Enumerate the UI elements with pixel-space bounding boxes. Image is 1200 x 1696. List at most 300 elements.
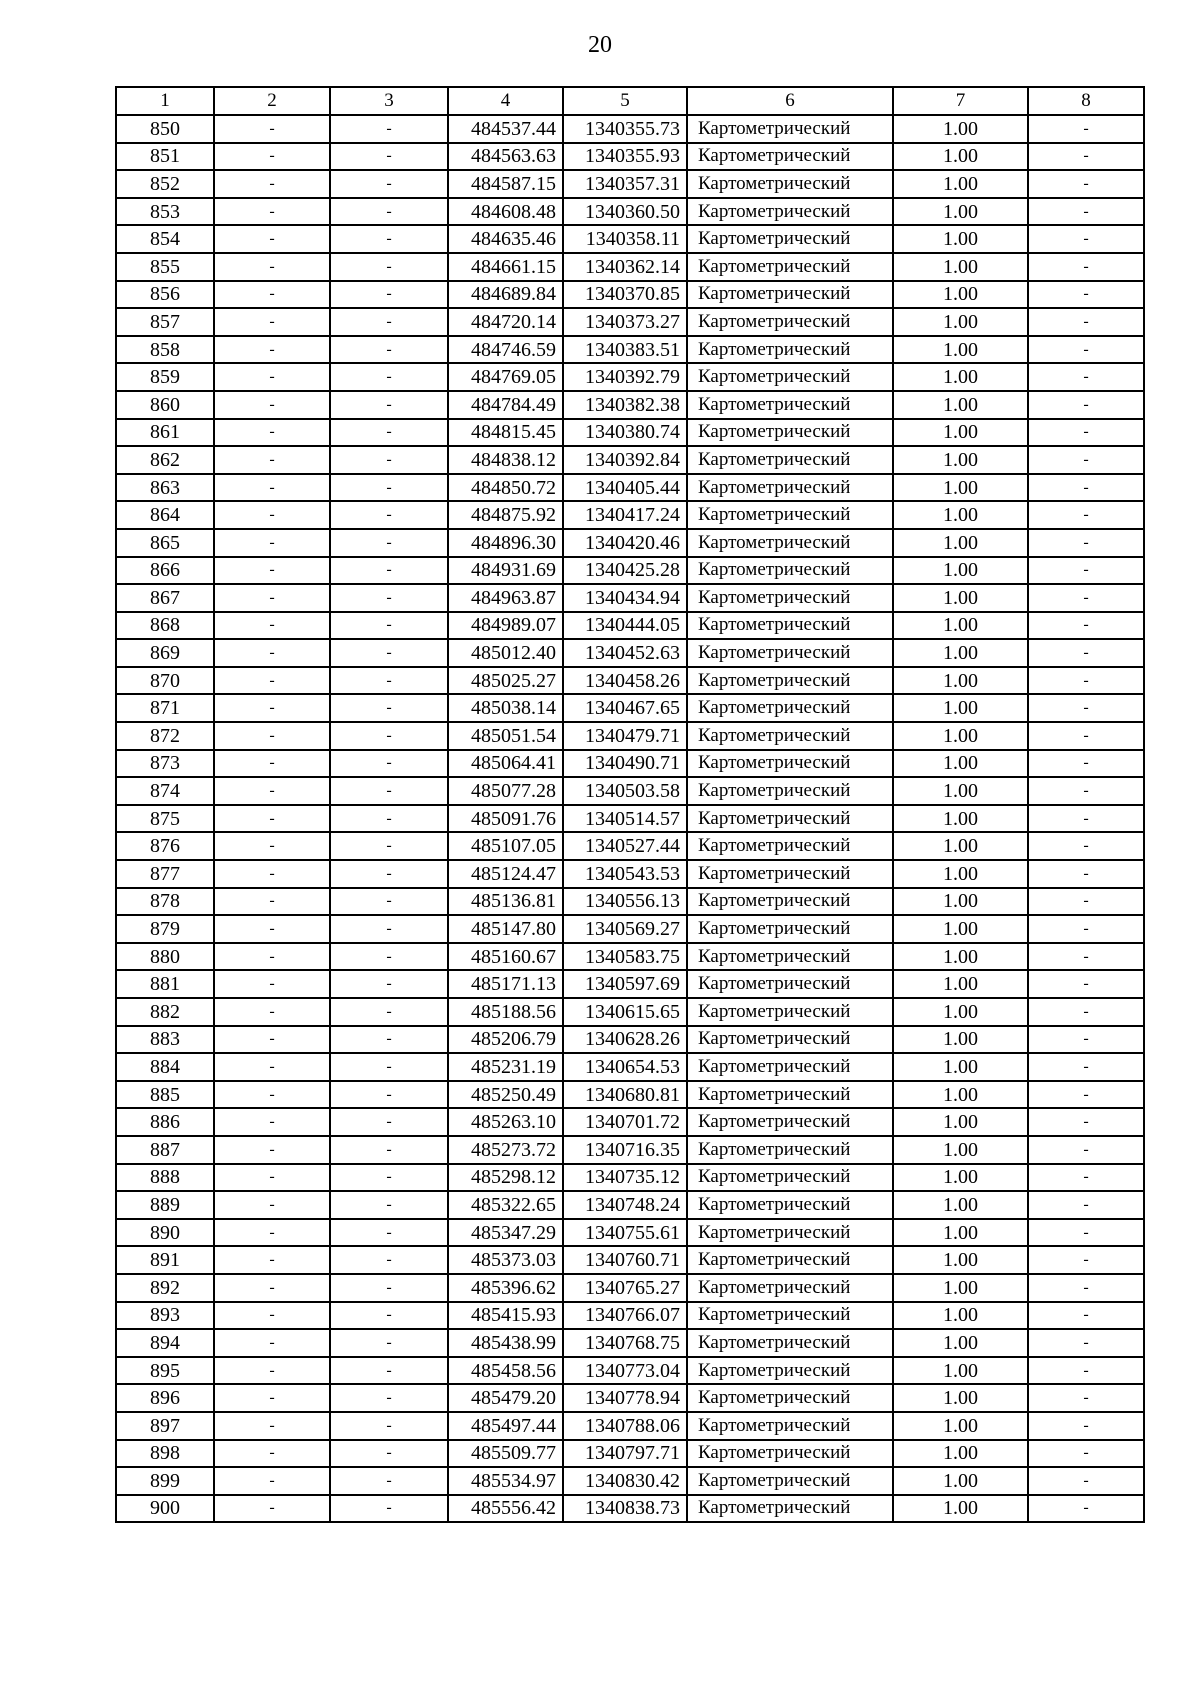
dash-cell: -	[1028, 915, 1144, 943]
x-coordinate-cell: 485038.14	[448, 694, 563, 722]
y-coordinate-cell: 1340434.94	[563, 584, 687, 612]
point-number-cell: 883	[116, 1026, 214, 1054]
dash-cell: -	[214, 336, 330, 364]
accuracy-cell: 1.00	[893, 1495, 1028, 1523]
x-coordinate-cell: 484896.30	[448, 529, 563, 557]
accuracy-cell: 1.00	[893, 639, 1028, 667]
table-row	[116, 998, 1144, 1026]
table-row	[116, 1274, 1144, 1302]
point-number-cell: 874	[116, 777, 214, 805]
dash-cell: -	[330, 1219, 448, 1247]
point-number-cell: 894	[116, 1329, 214, 1357]
method-cell: Картометрический	[687, 860, 893, 888]
method-cell: Картометрический	[687, 143, 893, 171]
y-coordinate-cell: 1340760.71	[563, 1246, 687, 1274]
x-coordinate-cell: 484931.69	[448, 557, 563, 585]
table-row	[116, 777, 1144, 805]
x-coordinate-cell: 484587.15	[448, 170, 563, 198]
point-number-cell: 878	[116, 888, 214, 916]
table-row	[116, 391, 1144, 419]
point-number-cell: 850	[116, 115, 214, 143]
y-coordinate-cell: 1340766.07	[563, 1302, 687, 1330]
y-coordinate-cell: 1340382.38	[563, 391, 687, 419]
dash-cell: -	[1028, 694, 1144, 722]
dash-cell: -	[330, 832, 448, 860]
x-coordinate-cell: 484635.46	[448, 225, 563, 253]
dash-cell: -	[1028, 1302, 1144, 1330]
table-row	[116, 170, 1144, 198]
accuracy-cell: 1.00	[893, 170, 1028, 198]
method-cell: Картометрический	[687, 1191, 893, 1219]
dash-cell: -	[214, 1053, 330, 1081]
y-coordinate-cell: 1340383.51	[563, 336, 687, 364]
page-number: 20	[588, 32, 612, 58]
point-number-cell: 856	[116, 281, 214, 309]
dash-cell: -	[1028, 115, 1144, 143]
dash-cell: -	[330, 612, 448, 640]
point-number-cell: 892	[116, 1274, 214, 1302]
x-coordinate-cell: 485497.44	[448, 1412, 563, 1440]
y-coordinate-cell: 1340405.44	[563, 474, 687, 502]
accuracy-cell: 1.00	[893, 281, 1028, 309]
table-row	[116, 1053, 1144, 1081]
method-cell: Картометрический	[687, 501, 893, 529]
x-coordinate-cell: 485077.28	[448, 777, 563, 805]
point-number-cell: 853	[116, 198, 214, 226]
dash-cell: -	[214, 1108, 330, 1136]
x-coordinate-cell: 485458.56	[448, 1357, 563, 1385]
y-coordinate-cell: 1340355.73	[563, 115, 687, 143]
method-cell: Картометрический	[687, 1053, 893, 1081]
x-coordinate-cell: 484746.59	[448, 336, 563, 364]
dash-cell: -	[1028, 1136, 1144, 1164]
dash-cell: -	[214, 1467, 330, 1495]
point-number-cell: 889	[116, 1191, 214, 1219]
method-cell: Картометрический	[687, 1274, 893, 1302]
accuracy-cell: 1.00	[893, 694, 1028, 722]
table-row	[116, 1026, 1144, 1054]
point-number-cell: 895	[116, 1357, 214, 1385]
dash-cell: -	[330, 722, 448, 750]
method-cell: Картометрический	[687, 943, 893, 971]
dash-cell: -	[214, 529, 330, 557]
dash-cell: -	[214, 1357, 330, 1385]
dash-cell: -	[330, 943, 448, 971]
dash-cell: -	[330, 336, 448, 364]
dash-cell: -	[214, 943, 330, 971]
dash-cell: -	[1028, 1108, 1144, 1136]
header-cell: 4	[448, 87, 563, 115]
x-coordinate-cell: 485025.27	[448, 667, 563, 695]
dash-cell: -	[1028, 1412, 1144, 1440]
point-number-cell: 879	[116, 915, 214, 943]
accuracy-cell: 1.00	[893, 1412, 1028, 1440]
point-number-cell: 861	[116, 419, 214, 447]
point-number-cell: 876	[116, 832, 214, 860]
accuracy-cell: 1.00	[893, 529, 1028, 557]
table-row	[116, 1164, 1144, 1192]
method-cell: Картометрический	[687, 832, 893, 860]
table-row	[116, 584, 1144, 612]
table-body	[116, 87, 1144, 1522]
point-number-cell: 899	[116, 1467, 214, 1495]
point-number-cell: 877	[116, 860, 214, 888]
y-coordinate-cell: 1340628.26	[563, 1026, 687, 1054]
method-cell: Картометрический	[687, 474, 893, 502]
table-row	[116, 970, 1144, 998]
y-coordinate-cell: 1340392.84	[563, 446, 687, 474]
method-cell: Картометрический	[687, 308, 893, 336]
table-row	[116, 308, 1144, 336]
accuracy-cell: 1.00	[893, 391, 1028, 419]
method-cell: Картометрический	[687, 1329, 893, 1357]
point-number-cell: 851	[116, 143, 214, 171]
method-cell: Картометрический	[687, 694, 893, 722]
dash-cell: -	[330, 777, 448, 805]
dash-cell: -	[1028, 170, 1144, 198]
point-number-cell: 855	[116, 253, 214, 281]
dash-cell: -	[330, 1191, 448, 1219]
dash-cell: -	[214, 750, 330, 778]
dash-cell: -	[330, 970, 448, 998]
point-number-cell: 857	[116, 308, 214, 336]
y-coordinate-cell: 1340788.06	[563, 1412, 687, 1440]
table-row	[116, 888, 1144, 916]
dash-cell: -	[214, 970, 330, 998]
x-coordinate-cell: 485396.62	[448, 1274, 563, 1302]
table-row	[116, 115, 1144, 143]
table-row	[116, 639, 1144, 667]
x-coordinate-cell: 485273.72	[448, 1136, 563, 1164]
dash-cell: -	[214, 998, 330, 1026]
dash-cell: -	[330, 1026, 448, 1054]
dash-cell: -	[214, 612, 330, 640]
x-coordinate-cell: 485298.12	[448, 1164, 563, 1192]
y-coordinate-cell: 1340452.63	[563, 639, 687, 667]
table-row	[116, 1302, 1144, 1330]
accuracy-cell: 1.00	[893, 1164, 1028, 1192]
x-coordinate-cell: 484769.05	[448, 363, 563, 391]
x-coordinate-cell: 484784.49	[448, 391, 563, 419]
x-coordinate-cell: 484537.44	[448, 115, 563, 143]
dash-cell: -	[1028, 501, 1144, 529]
y-coordinate-cell: 1340458.26	[563, 667, 687, 695]
accuracy-cell: 1.00	[893, 1026, 1028, 1054]
dash-cell: -	[330, 474, 448, 502]
accuracy-cell: 1.00	[893, 1081, 1028, 1109]
table-row	[116, 225, 1144, 253]
y-coordinate-cell: 1340735.12	[563, 1164, 687, 1192]
dash-cell: -	[214, 419, 330, 447]
method-cell: Картометрический	[687, 750, 893, 778]
point-number-cell: 862	[116, 446, 214, 474]
accuracy-cell: 1.00	[893, 446, 1028, 474]
dash-cell: -	[214, 1274, 330, 1302]
dash-cell: -	[1028, 888, 1144, 916]
x-coordinate-cell: 484875.92	[448, 501, 563, 529]
dash-cell: -	[214, 1302, 330, 1330]
method-cell: Картометрический	[687, 805, 893, 833]
method-cell: Картометрический	[687, 363, 893, 391]
dash-cell: -	[1028, 722, 1144, 750]
accuracy-cell: 1.00	[893, 612, 1028, 640]
point-number-cell: 880	[116, 943, 214, 971]
x-coordinate-cell: 485188.56	[448, 998, 563, 1026]
accuracy-cell: 1.00	[893, 1440, 1028, 1468]
accuracy-cell: 1.00	[893, 1053, 1028, 1081]
method-cell: Картометрический	[687, 667, 893, 695]
method-cell: Картометрический	[687, 336, 893, 364]
dash-cell: -	[214, 722, 330, 750]
table-row	[116, 281, 1144, 309]
x-coordinate-cell: 484838.12	[448, 446, 563, 474]
dash-cell: -	[214, 805, 330, 833]
point-number-cell: 854	[116, 225, 214, 253]
table-row	[116, 419, 1144, 447]
x-coordinate-cell: 485479.20	[448, 1384, 563, 1412]
dash-cell: -	[214, 1164, 330, 1192]
method-cell: Картометрический	[687, 529, 893, 557]
x-coordinate-cell: 484815.45	[448, 419, 563, 447]
y-coordinate-cell: 1340527.44	[563, 832, 687, 860]
x-coordinate-cell: 485051.54	[448, 722, 563, 750]
table-row	[116, 529, 1144, 557]
dash-cell: -	[214, 115, 330, 143]
dash-cell: -	[1028, 1191, 1144, 1219]
accuracy-cell: 1.00	[893, 860, 1028, 888]
accuracy-cell: 1.00	[893, 1246, 1028, 1274]
method-cell: Картометрический	[687, 639, 893, 667]
point-number-cell: 872	[116, 722, 214, 750]
dash-cell: -	[330, 225, 448, 253]
point-number-cell: 897	[116, 1412, 214, 1440]
x-coordinate-cell: 484989.07	[448, 612, 563, 640]
accuracy-cell: 1.00	[893, 1108, 1028, 1136]
accuracy-cell: 1.00	[893, 943, 1028, 971]
dash-cell: -	[1028, 1467, 1144, 1495]
dash-cell: -	[330, 805, 448, 833]
y-coordinate-cell: 1340716.35	[563, 1136, 687, 1164]
accuracy-cell: 1.00	[893, 1357, 1028, 1385]
method-cell: Картометрический	[687, 253, 893, 281]
dash-cell: -	[1028, 1219, 1144, 1247]
table-row	[116, 722, 1144, 750]
x-coordinate-cell: 484850.72	[448, 474, 563, 502]
x-coordinate-cell: 485263.10	[448, 1108, 563, 1136]
table-row	[116, 1384, 1144, 1412]
x-coordinate-cell: 485171.13	[448, 970, 563, 998]
point-number-cell: 888	[116, 1164, 214, 1192]
table-row	[116, 1191, 1144, 1219]
dash-cell: -	[214, 1219, 330, 1247]
y-coordinate-cell: 1340490.71	[563, 750, 687, 778]
x-coordinate-cell: 485250.49	[448, 1081, 563, 1109]
dash-cell: -	[214, 1136, 330, 1164]
dash-cell: -	[214, 1081, 330, 1109]
dash-cell: -	[330, 446, 448, 474]
table-row	[116, 501, 1144, 529]
table-row	[116, 1081, 1144, 1109]
y-coordinate-cell: 1340773.04	[563, 1357, 687, 1385]
x-coordinate-cell: 485438.99	[448, 1329, 563, 1357]
point-number-cell: 865	[116, 529, 214, 557]
dash-cell: -	[1028, 1440, 1144, 1468]
point-number-cell: 875	[116, 805, 214, 833]
y-coordinate-cell: 1340358.11	[563, 225, 687, 253]
dash-cell: -	[214, 832, 330, 860]
accuracy-cell: 1.00	[893, 915, 1028, 943]
dash-cell: -	[214, 694, 330, 722]
table-row	[116, 832, 1144, 860]
dash-cell: -	[330, 1412, 448, 1440]
dash-cell: -	[214, 777, 330, 805]
table-row	[116, 860, 1144, 888]
dash-cell: -	[1028, 832, 1144, 860]
method-cell: Картометрический	[687, 1219, 893, 1247]
dash-cell: -	[1028, 584, 1144, 612]
point-number-cell: 867	[116, 584, 214, 612]
y-coordinate-cell: 1340392.79	[563, 363, 687, 391]
dash-cell: -	[214, 1384, 330, 1412]
point-number-cell: 886	[116, 1108, 214, 1136]
x-coordinate-cell: 485107.05	[448, 832, 563, 860]
x-coordinate-cell: 485534.97	[448, 1467, 563, 1495]
point-number-cell: 890	[116, 1219, 214, 1247]
dash-cell: -	[330, 557, 448, 585]
point-number-cell: 887	[116, 1136, 214, 1164]
accuracy-cell: 1.00	[893, 308, 1028, 336]
table-row	[116, 915, 1144, 943]
accuracy-cell: 1.00	[893, 998, 1028, 1026]
dash-cell: -	[330, 253, 448, 281]
dash-cell: -	[214, 474, 330, 502]
x-coordinate-cell: 484661.15	[448, 253, 563, 281]
dash-cell: -	[1028, 750, 1144, 778]
accuracy-cell: 1.00	[893, 888, 1028, 916]
dash-cell: -	[330, 1495, 448, 1523]
point-number-cell: 885	[116, 1081, 214, 1109]
dash-cell: -	[1028, 391, 1144, 419]
dash-cell: -	[1028, 639, 1144, 667]
x-coordinate-cell: 484689.84	[448, 281, 563, 309]
point-number-cell: 881	[116, 970, 214, 998]
accuracy-cell: 1.00	[893, 198, 1028, 226]
method-cell: Картометрический	[687, 1440, 893, 1468]
dash-cell: -	[1028, 446, 1144, 474]
method-cell: Картометрический	[687, 1108, 893, 1136]
method-cell: Картометрический	[687, 970, 893, 998]
dash-cell: -	[214, 363, 330, 391]
table-row	[116, 474, 1144, 502]
y-coordinate-cell: 1340597.69	[563, 970, 687, 998]
accuracy-cell: 1.00	[893, 1467, 1028, 1495]
dash-cell: -	[1028, 474, 1144, 502]
table-row	[116, 1108, 1144, 1136]
dash-cell: -	[214, 1191, 330, 1219]
y-coordinate-cell: 1340362.14	[563, 253, 687, 281]
x-coordinate-cell: 484608.48	[448, 198, 563, 226]
dash-cell: -	[330, 198, 448, 226]
dash-cell: -	[214, 557, 330, 585]
y-coordinate-cell: 1340838.73	[563, 1495, 687, 1523]
x-coordinate-cell: 485147.80	[448, 915, 563, 943]
method-cell: Картометрический	[687, 198, 893, 226]
accuracy-cell: 1.00	[893, 336, 1028, 364]
method-cell: Картометрический	[687, 1384, 893, 1412]
dash-cell: -	[1028, 363, 1144, 391]
table-row	[116, 1495, 1144, 1523]
accuracy-cell: 1.00	[893, 805, 1028, 833]
dash-cell: -	[330, 998, 448, 1026]
dash-cell: -	[214, 143, 330, 171]
accuracy-cell: 1.00	[893, 584, 1028, 612]
dash-cell: -	[330, 115, 448, 143]
y-coordinate-cell: 1340583.75	[563, 943, 687, 971]
x-coordinate-cell: 484563.63	[448, 143, 563, 171]
point-number-cell: 884	[116, 1053, 214, 1081]
method-cell: Картометрический	[687, 722, 893, 750]
dash-cell: -	[1028, 1384, 1144, 1412]
dash-cell: -	[1028, 943, 1144, 971]
dash-cell: -	[1028, 1081, 1144, 1109]
dash-cell: -	[1028, 1053, 1144, 1081]
dash-cell: -	[1028, 419, 1144, 447]
header-cell: 1	[116, 87, 214, 115]
accuracy-cell: 1.00	[893, 474, 1028, 502]
dash-cell: -	[330, 1108, 448, 1136]
accuracy-cell: 1.00	[893, 501, 1028, 529]
dash-cell: -	[1028, 1329, 1144, 1357]
accuracy-cell: 1.00	[893, 832, 1028, 860]
accuracy-cell: 1.00	[893, 143, 1028, 171]
method-cell: Картометрический	[687, 998, 893, 1026]
dash-cell: -	[330, 1302, 448, 1330]
dash-cell: -	[214, 1495, 330, 1523]
dash-cell: -	[1028, 998, 1144, 1026]
table-row	[116, 1246, 1144, 1274]
x-coordinate-cell: 485136.81	[448, 888, 563, 916]
table-row	[116, 198, 1144, 226]
dash-cell: -	[330, 860, 448, 888]
method-cell: Картометрический	[687, 115, 893, 143]
table-row	[116, 1467, 1144, 1495]
accuracy-cell: 1.00	[893, 253, 1028, 281]
y-coordinate-cell: 1340654.53	[563, 1053, 687, 1081]
table-row	[116, 805, 1144, 833]
dash-cell: -	[214, 1329, 330, 1357]
y-coordinate-cell: 1340556.13	[563, 888, 687, 916]
method-cell: Картометрический	[687, 915, 893, 943]
method-cell: Картометрический	[687, 419, 893, 447]
method-cell: Картометрический	[687, 888, 893, 916]
y-coordinate-cell: 1340778.94	[563, 1384, 687, 1412]
header-cell: 6	[687, 87, 893, 115]
y-coordinate-cell: 1340425.28	[563, 557, 687, 585]
dash-cell: -	[330, 363, 448, 391]
dash-cell: -	[214, 225, 330, 253]
table-row	[116, 694, 1144, 722]
y-coordinate-cell: 1340417.24	[563, 501, 687, 529]
x-coordinate-cell: 484963.87	[448, 584, 563, 612]
point-number-cell: 873	[116, 750, 214, 778]
y-coordinate-cell: 1340701.72	[563, 1108, 687, 1136]
y-coordinate-cell: 1340357.31	[563, 170, 687, 198]
dash-cell: -	[1028, 805, 1144, 833]
dash-cell: -	[214, 1412, 330, 1440]
method-cell: Картометрический	[687, 777, 893, 805]
point-number-cell: 864	[116, 501, 214, 529]
accuracy-cell: 1.00	[893, 970, 1028, 998]
